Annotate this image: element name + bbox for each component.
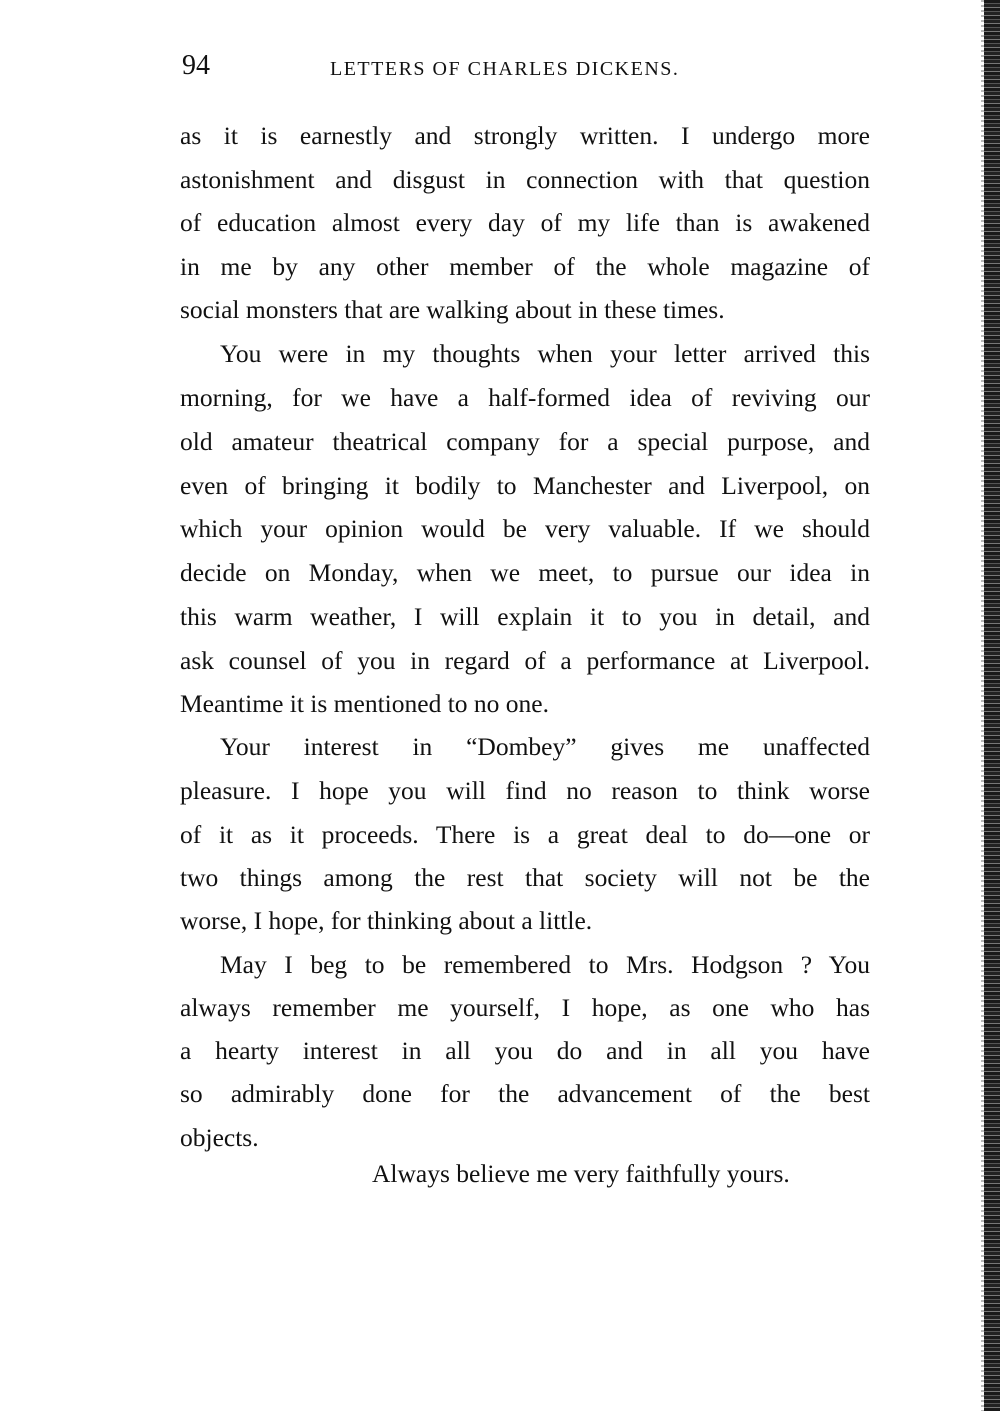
text-line: even of bringing it bodily to Manchester and Liverpool, on: [180, 471, 870, 500]
text-line: of it as it proceeds. There is a great deal to do—one or: [180, 820, 870, 849]
text-line: so admirably done for the advancement of the best: [180, 1079, 870, 1108]
text-line: decide on Monday, when we meet, to pursue our idea in: [180, 558, 870, 587]
text-line: pleasure. I hope you will find no reason to think worse: [180, 776, 870, 805]
text-line: always remember me yourself, I hope, as one who has: [180, 993, 870, 1022]
text-line: two things among the rest that society will not be the: [180, 863, 870, 892]
text-line: this warm weather, I will explain it to you in detail, and: [180, 602, 870, 631]
text-line: Meantime it is mentioned to no one.: [180, 689, 549, 718]
text-line: Your interest in “Dombey” gives me unaffected: [220, 732, 870, 761]
text-line: of education almost every day of my life than is awakened: [180, 208, 870, 237]
text-line: social monsters that are walking about in these times.: [180, 295, 725, 324]
text-line: worse, I hope, for thinking about a little.: [180, 906, 593, 935]
text-line: in me by any other member of the whole magazine of: [180, 252, 870, 281]
text-line: objects.: [180, 1123, 259, 1152]
running-head: LETTERS OF CHARLES DICKENS.: [330, 58, 680, 80]
text-line: old amateur theatrical company for a special purpose, and: [180, 427, 870, 456]
text-line: as it is earnestly and strongly written. I undergo more: [180, 121, 870, 150]
text-line: May I beg to be remembered to Mrs. Hodgson ? You: [220, 950, 870, 979]
text-line: which your opinion would be very valuable. If we should: [180, 514, 870, 543]
text-line: You were in my thoughts when your letter arrived this: [220, 339, 870, 368]
text-line: astonishment and disgust in connection with that question: [180, 165, 870, 194]
book-spine-edge: [984, 0, 1000, 1411]
text-line: a hearty interest in all you do and in all you have: [180, 1036, 870, 1065]
text-line: morning, for we have a half-formed idea of reviving our: [180, 383, 870, 412]
page-number: 94: [182, 50, 210, 81]
closing-line: Always believe me very faithfully yours.: [372, 1159, 790, 1188]
text-line: ask counsel of you in regard of a performance at Liverpool.: [180, 646, 870, 675]
